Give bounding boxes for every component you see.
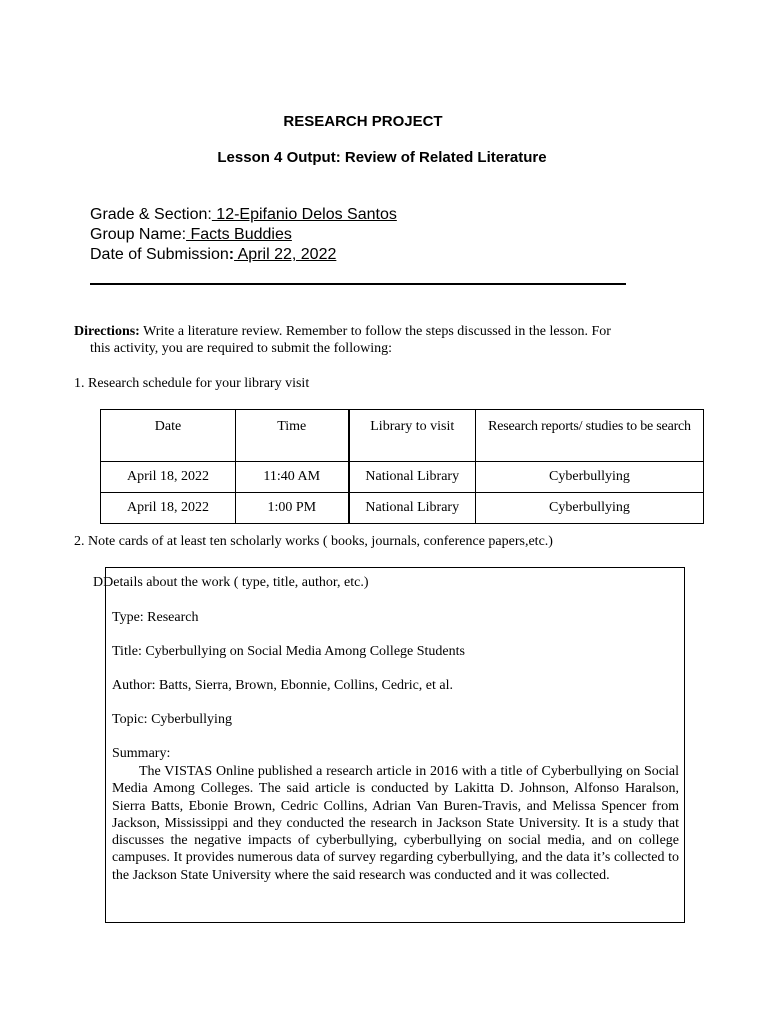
document-title: RESEARCH PROJECT bbox=[283, 113, 443, 130]
submission-date-colon: : bbox=[228, 246, 235, 263]
grade-section-value: 12-Epifanio Delos Santos bbox=[211, 206, 397, 223]
submission-date-line bbox=[90, 246, 336, 264]
note-card-heading-prefix: D bbox=[93, 575, 104, 590]
grade-section-label: Grade & Section: bbox=[90, 206, 212, 223]
note-card-heading-text: Details about the work ( type, title, author, etc.) bbox=[103, 575, 369, 590]
directions-text: Write a literature review. Remember to follow the steps discussed in the lesson. For bbox=[139, 324, 611, 339]
header-library: Library to visit bbox=[349, 410, 476, 462]
document-subtitle: Lesson 4 Output: Review of Related Literature bbox=[217, 149, 547, 166]
table-row bbox=[101, 493, 704, 524]
header-research-reports: Research reports/ studies to be search bbox=[476, 410, 704, 462]
note-card-topic: Topic: Cyberbullying bbox=[112, 712, 232, 727]
note-card-author: Author: Batts, Sierra, Brown, Ebonnie, Collins, Cedric, et al. bbox=[112, 678, 454, 693]
cell-time: 11:40 AM bbox=[236, 462, 349, 493]
note-card-heading bbox=[93, 575, 368, 591]
group-name-label: Group Name: bbox=[90, 226, 187, 243]
summary-text: The VISTAS Online published a research article in 2016 with a title of Cyberbullying on Social Media Among Colleges. The said article is conducted by Lakitta D. Johnson, Alfonso Haralson, Sierra Batts, Ebonie Brown, Cedric Collins, Adrian Van Buren-Travis, and Melissa Spencer from Jackson, Mississippi and they conducted the research in Jackson State University. It is a study that discusses the negative impacts of cyberbullying, cyberbullying on social media, and on college campuses. It provides numerous data of survey regarding cyberbullying, and the data it’s collected to the Jackson State University where the said research was conducted and it was collected. bbox=[112, 764, 679, 883]
table-header-row bbox=[101, 410, 704, 462]
cell-research-topic: Cyberbullying bbox=[476, 493, 704, 524]
table-row bbox=[101, 462, 704, 493]
item-2-heading: 2. Note cards of at least ten scholarly works ( books, journals, conference papers,etc.) bbox=[74, 534, 553, 549]
group-name-line bbox=[90, 226, 292, 244]
directions-label: Directions: bbox=[74, 324, 140, 339]
note-card-summary-label: Summary: bbox=[112, 746, 171, 761]
item-1-heading: 1. Research schedule for your library visit bbox=[74, 376, 310, 391]
group-name-value: Facts Buddies bbox=[186, 226, 292, 243]
cell-library: National Library bbox=[349, 493, 476, 524]
horizontal-rule bbox=[90, 283, 626, 285]
cell-time: 1:00 PM bbox=[236, 493, 349, 524]
submission-date-label: Date of Submission bbox=[90, 246, 229, 263]
note-card-title: Title: Cyberbullying on Social Media Among College Students bbox=[112, 644, 465, 659]
note-card-type: Type: Research bbox=[112, 610, 199, 625]
research-schedule-table bbox=[100, 409, 704, 524]
submission-date-value: April 22, 2022 bbox=[234, 246, 337, 263]
note-card-summary bbox=[112, 763, 679, 884]
cell-research-topic: Cyberbullying bbox=[476, 462, 704, 493]
directions-paragraph bbox=[74, 323, 674, 341]
cell-date: April 18, 2022 bbox=[101, 462, 236, 493]
header-date: Date bbox=[101, 410, 236, 462]
directions-text-continued: this activity, you are required to submit the following: bbox=[90, 341, 392, 356]
header-time: Time bbox=[236, 410, 349, 462]
grade-section-line bbox=[90, 206, 397, 224]
cell-library: National Library bbox=[349, 462, 476, 493]
cell-date: April 18, 2022 bbox=[101, 493, 236, 524]
